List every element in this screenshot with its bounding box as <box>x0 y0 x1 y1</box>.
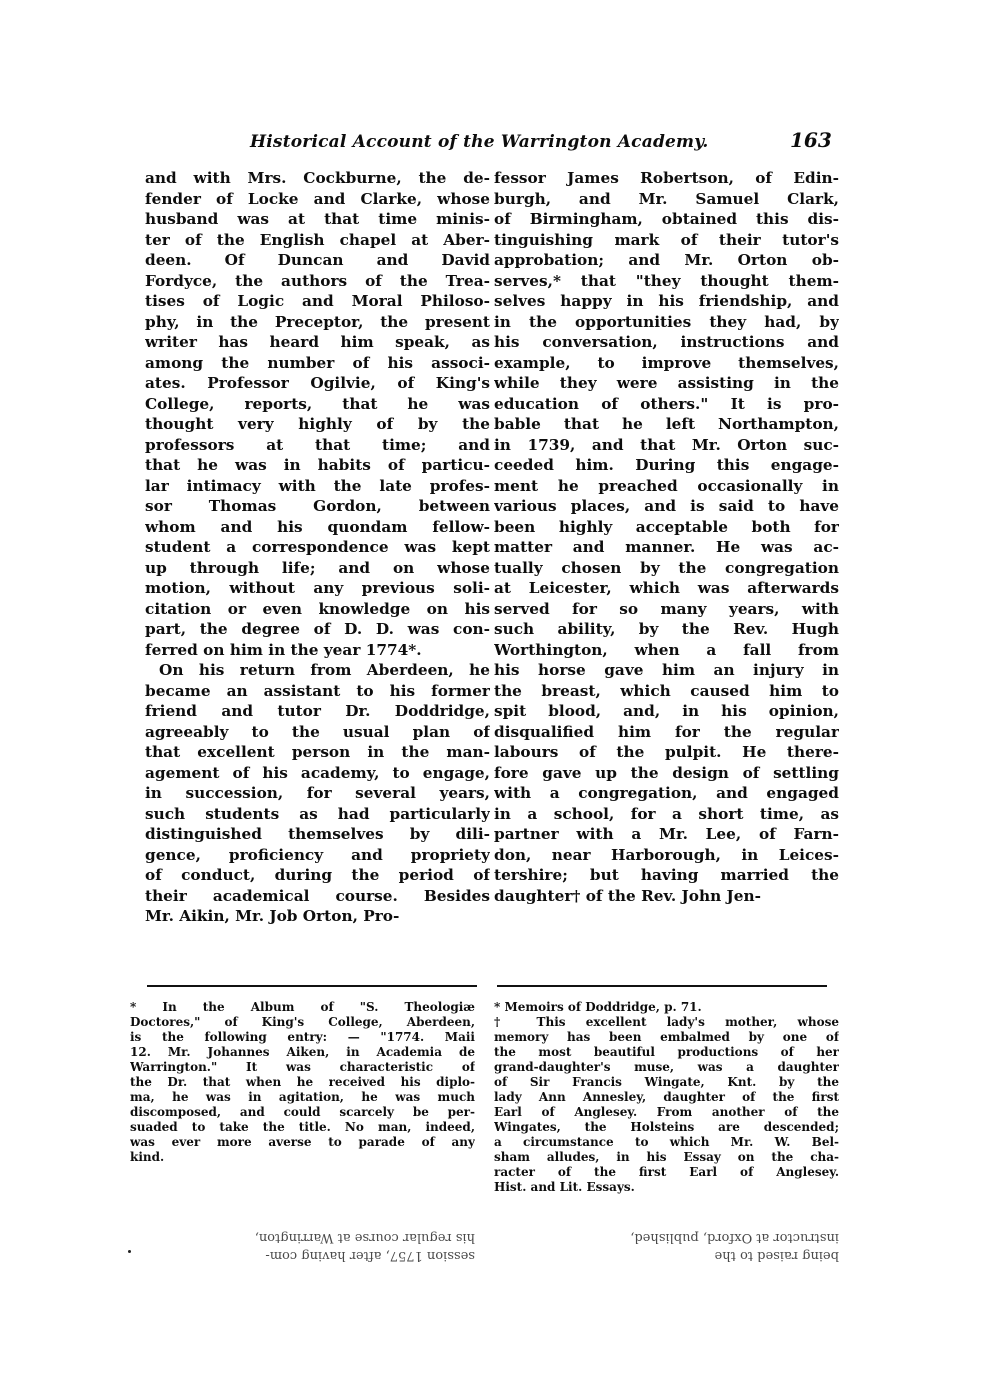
text-line: On his return from Aberdeen, he <box>159 661 490 679</box>
text-line: with a congregation, and engaged <box>494 784 839 802</box>
footnote-line: the Dr. that when he received his diplo- <box>130 1075 475 1089</box>
text-line: partner with a Mr. Lee, of Farn- <box>494 825 839 843</box>
footnote-line: ma, he was in agitation, he was much <box>130 1090 475 1104</box>
footnote-line: Wingates, the Holsteins are descended; <box>494 1120 839 1134</box>
text-line: in succession, for several years, <box>145 784 490 802</box>
text-line: sor Thomas Gordon, between <box>145 497 490 515</box>
footnote-line: * In the Album of "S. Theologiæ <box>130 1000 475 1014</box>
footnote-rule-right <box>497 985 827 987</box>
text-line: that he was in habits of particu- <box>145 456 490 474</box>
footnote-line: lady Ann Annesley, daughter of the first <box>494 1090 839 1104</box>
text-line: disqualified him for the regular <box>494 722 839 741</box>
text-line: Fordyce, the authors of the Trea- <box>145 271 490 290</box>
text-line: matter and manner. He was ac- <box>494 538 839 556</box>
right-column-text <box>494 168 839 906</box>
text-line: deen. Of Duncan and David <box>145 251 490 269</box>
footnote-line: Warrington." It was characteristic of <box>130 1060 475 1074</box>
right-column <box>494 168 839 906</box>
footnote-line: † This excellent lady's mother, whose <box>494 1015 839 1029</box>
text-line: tinguishing mark of their tutor's <box>494 230 839 249</box>
text-line: of Birmingham, obtained this dis- <box>494 210 839 228</box>
text-line: in a school, for a short time, as <box>494 804 839 823</box>
footnote-rule-left <box>147 985 477 987</box>
text-line: agement of his academy, to engage, <box>145 763 490 782</box>
bleed-line: instructor at Oxford, published, <box>630 1230 839 1245</box>
footnote-line: Doctores," of King's College, Aberdeen, <box>130 1015 475 1029</box>
text-line: his horse gave him an injury in <box>494 661 839 679</box>
text-line: while they were assisting in the <box>494 374 839 392</box>
left-footnotes <box>130 1000 475 1165</box>
text-line: ter of the English chapel at Aber- <box>145 230 490 249</box>
text-line: his conversation, instructions and <box>494 333 839 351</box>
footnote-line: a circumstance to which Mr. W. Bel- <box>494 1135 839 1149</box>
text-line: became an assistant to his former <box>145 681 490 700</box>
footnote-line: racter of the first Earl of Anglesey. <box>494 1165 839 1179</box>
text-line: professors at that time; and <box>145 435 490 454</box>
text-line: burgh, and Mr. Samuel Clark, <box>494 189 839 208</box>
left-column-text <box>145 168 490 927</box>
text-line: Worthington, when a fall from <box>494 640 839 659</box>
footnote-line: sham alludes, in his Essay on the cha- <box>494 1150 839 1164</box>
bleed-line: being raised to the <box>714 1248 839 1263</box>
left-column <box>145 168 490 927</box>
text-line: labours of the pulpit. He there- <box>494 743 839 761</box>
footnote-line: the most beautiful productions of her <box>494 1045 839 1059</box>
text-line: motion, without any previous soli- <box>145 579 490 597</box>
text-line: spit blood, and, in his opinion, <box>494 702 839 720</box>
bleed-through-right <box>494 1228 839 1264</box>
text-line: bable that he left Northampton, <box>494 415 839 433</box>
text-line: ates. Professor Ogilvie, of King's <box>145 374 490 392</box>
footnote-line: kind. <box>130 1150 165 1164</box>
text-line: fore gave up the design of settling <box>494 763 839 782</box>
text-line: fessor James Robertson, of Edin- <box>494 169 839 187</box>
text-line: husband was at that time minis- <box>145 210 490 228</box>
text-line: such ability, by the Rev. Hugh <box>494 620 839 638</box>
text-line: thought very highly of by the <box>145 415 490 433</box>
text-line: ferred on him in the year 1774*. <box>145 640 422 659</box>
text-line: been highly acceptable both for <box>494 517 839 536</box>
text-line: served for so many years, with <box>494 599 839 618</box>
text-line: ceeded him. During this engage- <box>494 456 839 474</box>
text-line: part, the degree of D. D. was con- <box>145 620 490 638</box>
right-footnotes <box>494 1000 839 1195</box>
text-line: various places, and is said to have <box>494 497 839 515</box>
text-line: in the opportunities they had, by <box>494 312 839 331</box>
text-line: among the number of his associ- <box>145 353 490 372</box>
footnote-line: of Sir Francis Wingate, Knt. by the <box>494 1075 839 1089</box>
text-line: citation or even knowledge on his <box>145 599 490 618</box>
text-line: and with Mrs. Cockburne, the de- <box>145 169 490 187</box>
footnote-line: memory has been embalmed by one of <box>494 1030 839 1044</box>
text-line: example, to improve themselves, <box>494 353 839 372</box>
text-line: tershire; but having married the <box>494 866 839 884</box>
footnote-line: Hist. and Lit. Essays. <box>494 1180 635 1194</box>
text-line: of conduct, during the period of <box>145 866 490 884</box>
page-number: 163 <box>790 128 832 152</box>
text-line: College, reports, that he was <box>145 394 490 413</box>
text-line: gence, proficiency and propriety <box>145 845 490 864</box>
text-line: ment he preached occasionally in <box>494 476 839 495</box>
text-line: at Leicester, which was afterwards <box>494 579 839 597</box>
footnote-line: Earl of Anglesey. From another of the <box>494 1105 839 1119</box>
footnote-line: is the following entry: — "1774. Maii <box>130 1030 475 1044</box>
text-line: their academical course. Besides <box>145 886 490 905</box>
text-line: Mr. Aikin, Mr. Job Orton, Pro- <box>145 907 400 925</box>
bleed-line: session 1757, after having com- <box>265 1248 475 1263</box>
footnote-line: 12. Mr. Johannes Aiken, in Academia de <box>130 1045 475 1059</box>
text-line: the breast, which caused him to <box>494 681 839 700</box>
footnote-line: grand-daughter's muse, was a daughter <box>494 1060 839 1074</box>
text-line: tually chosen by the congregation <box>494 558 839 577</box>
text-line: up through life; and on whose <box>145 558 490 577</box>
bleed-line: his regular course at Warrington, <box>254 1230 475 1245</box>
bleed-through-left <box>130 1228 475 1264</box>
text-line: tises of Logic and Moral Philoso- <box>145 292 490 310</box>
text-line: whom and his quondam fellow- <box>145 517 490 536</box>
text-line: writer has heard him speak, as <box>145 333 490 351</box>
footnote-line: * Memoirs of Doddridge, p. 71. <box>494 1000 702 1014</box>
footnote-line: was ever more averse to parade of any <box>130 1135 475 1149</box>
text-line: distinguished themselves by dili- <box>145 825 490 843</box>
print-speck <box>128 1250 131 1253</box>
text-line: daughter† of the Rev. John Jen- <box>494 886 761 905</box>
text-line: agreeably to the usual plan of <box>145 722 490 741</box>
text-line: selves happy in his friendship, and <box>494 292 839 310</box>
text-line: in 1739, and that Mr. Orton suc- <box>494 435 839 454</box>
text-line: approbation; and Mr. Orton ob- <box>494 251 839 269</box>
text-line: don, near Harborough, in Leices- <box>494 845 839 864</box>
text-line: such students as had particularly <box>145 804 490 823</box>
text-line: student a correspondence was kept <box>145 538 490 556</box>
text-line: that excellent person in the man- <box>145 743 490 761</box>
text-line: fender of Locke and Clarke, whose <box>145 189 490 208</box>
text-line: education of others." It is pro- <box>494 394 839 413</box>
text-line: serves,* that "they thought them- <box>494 271 839 290</box>
footnote-line: discomposed, and could scarcely be per- <box>130 1105 475 1119</box>
text-line: friend and tutor Dr. Doddridge, <box>145 702 490 720</box>
text-line: phy, in the Preceptor, the present <box>145 312 490 331</box>
running-head: Historical Account of the Warrington Academy. <box>250 132 709 152</box>
footnote-line: suaded to take the title. No man, indeed, <box>130 1120 475 1134</box>
text-line: lar intimacy with the late profes- <box>145 476 490 495</box>
